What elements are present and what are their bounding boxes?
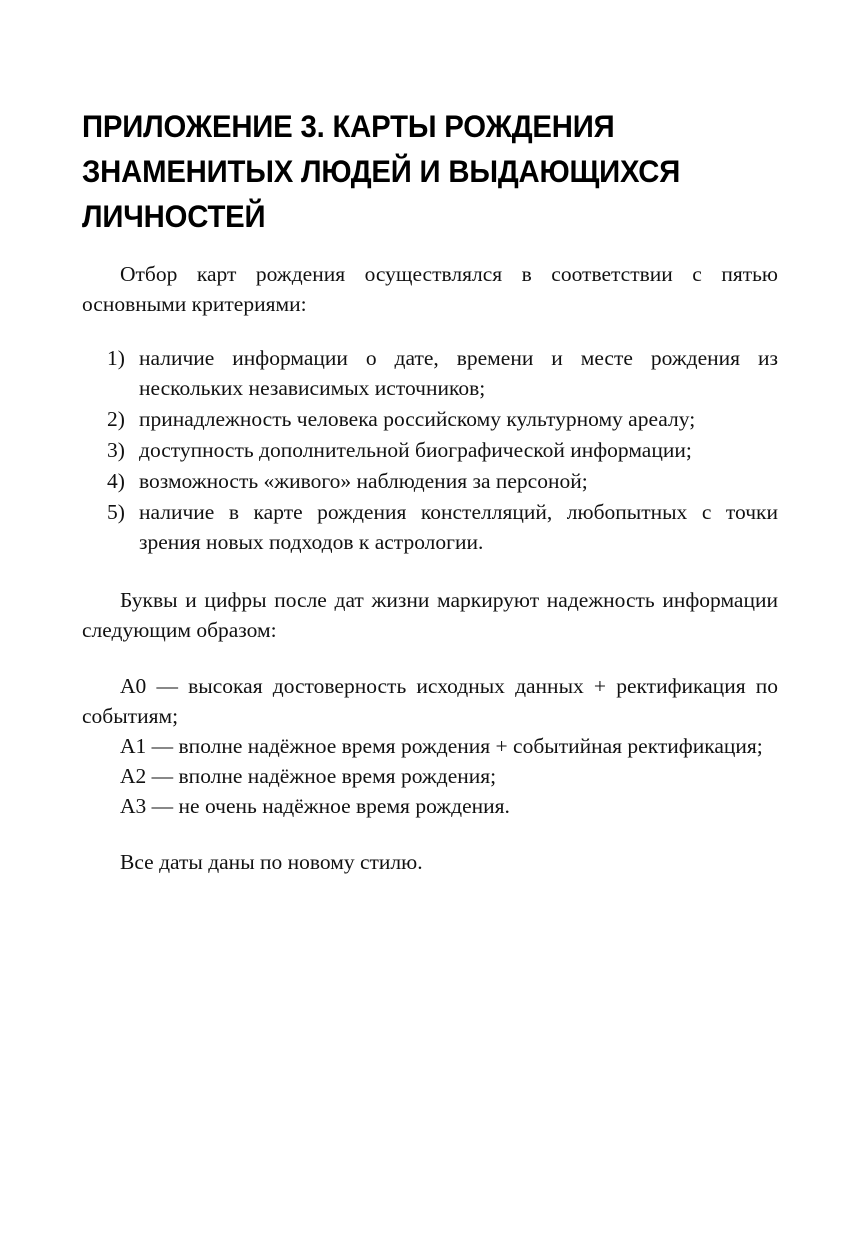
definition-dash: —: [151, 794, 174, 818]
definition-entry: [82, 731, 778, 761]
definition-code: А0: [120, 674, 147, 698]
reliability-definitions: [82, 671, 778, 821]
list-item-label: принадлежность человека российскому культурному ареалу;: [139, 407, 696, 431]
list-item: [82, 343, 778, 403]
definition-code: А1: [120, 734, 147, 758]
definition-entry: [82, 791, 778, 821]
page-title-line-3: ЛИЧНОСТЕЙ: [82, 198, 266, 234]
list-item-label: возможность «живого» наблюдения за персоной;: [139, 469, 588, 493]
definition-dash: —: [151, 764, 174, 788]
page-title: [82, 104, 778, 239]
list-item-marker: 5): [107, 500, 125, 524]
definition-text: вполне надёжное время рождения;: [178, 764, 497, 788]
list-item: [82, 404, 778, 434]
definition-code: А2: [120, 764, 147, 788]
list-item-marker: 1): [107, 346, 125, 370]
page-content: [82, 104, 778, 877]
page-title-line-1: ПРИЛОЖЕНИЕ 3. КАРТЫ РОЖДЕНИЯ: [82, 108, 615, 144]
list-item-marker: 4): [107, 469, 125, 493]
definition-dash: —: [156, 674, 178, 698]
criteria-list: [82, 343, 778, 557]
list-item-marker: 2): [107, 407, 125, 431]
list-item: [82, 435, 778, 465]
definition-text: высокая достоверность исходных данных + ректификация по событиям;: [82, 674, 779, 728]
definition-text: не очень надёжное время рождения.: [178, 794, 510, 818]
closing-paragraph: Все даты даны по новому стилю.: [120, 850, 423, 874]
list-item: [82, 466, 778, 496]
definition-entry: [82, 761, 778, 791]
list-item: [82, 497, 778, 557]
intro-paragraph: Отбор карт рождения осуществлялся в соответствии с пятью основными критериями:: [82, 262, 778, 316]
definition-code: А3: [120, 794, 147, 818]
list-item-label: наличие информации о дате, времени и месте рождения из нескольких независимых источников;: [139, 346, 778, 400]
list-item-label: доступность дополнительной биографической информации;: [139, 438, 692, 462]
list-item-label: наличие в карте рождения констелляций, любопытных с точки зрения новых подходов к астрологии.: [139, 500, 778, 554]
marking-note-paragraph: Буквы и цифры после дат жизни маркируют надежность информации следующим образом:: [82, 588, 778, 642]
list-item-marker: 3): [107, 438, 125, 462]
page-title-line-2: ЗНАМЕНИТЫХ ЛЮДЕЙ И ВЫДАЮЩИХСЯ: [82, 153, 681, 189]
definition-dash: —: [151, 734, 174, 758]
definition-entry: [82, 671, 778, 731]
definition-text: вполне надёжное время рождения + событийная ректификация;: [178, 734, 763, 758]
